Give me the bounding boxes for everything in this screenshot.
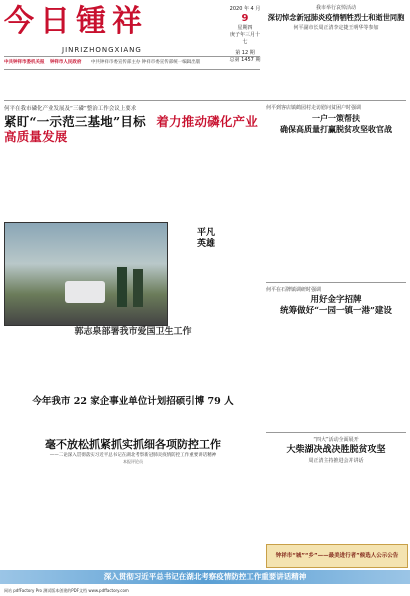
story-guo-body-col3 — [136, 340, 198, 394]
story-epidemic-headline: 毫不放松抓紧抓实抓细各项防控工作 — [45, 438, 221, 451]
publisher-slogan-2: 钟祥市人民政府 — [49, 60, 82, 65]
right-bottom-body-col1 — [266, 466, 332, 540]
newspaper-masthead: 今日锺祥 — [4, 4, 148, 39]
story-epidemic-body-col4 — [202, 470, 262, 566]
main-story — [4, 104, 262, 144]
right-mid-headline-2: 确保高质量打赢脱贫攻坚收官战 — [280, 124, 392, 134]
story-epidemic-body-col1 — [4, 470, 66, 566]
right-mid-kicker: 何平到客店镇鹤园村走访慰问贫困户时强调 — [266, 105, 362, 111]
story-jobs-body-col3 — [136, 412, 198, 436]
section-divider — [4, 100, 406, 101]
story-epidemic-body-col3 — [136, 470, 198, 566]
right-bottom-story — [266, 436, 406, 464]
story-guo-body-col1 — [4, 340, 66, 394]
right-lower-kicker: 何平在石牌镇调研时强调 — [266, 287, 322, 293]
announcement-text: 钟祥市“城”“乡”——最美进行者”候选人公示公告 — [275, 553, 399, 559]
masthead-sub-bar — [4, 56, 260, 70]
right-top-body — [266, 34, 406, 74]
story-jobs-body-col1 — [4, 412, 66, 436]
right-bottom-divider — [266, 432, 406, 433]
main-story-body-col1 — [4, 140, 66, 220]
bottom-banner: 深入贯彻习近平总书记在湖北考察疫情防控工作重要讲话精神 — [0, 570, 410, 584]
calligraphy-line-2: 英雄 — [196, 239, 215, 249]
main-story-kicker: 何平在我市磷化产业发展及“三磷”整治工作会议上要求 — [4, 106, 137, 112]
photo-officer-shape — [117, 267, 127, 307]
right-lower-headline-2: 统筹做好“一园一镇一港”建设 — [280, 306, 392, 316]
main-headline-red: 着力推动磷化产业高质量发展 — [4, 114, 258, 144]
date-year-month: 2020 年 4 月 — [229, 6, 261, 12]
calligraphy-title — [186, 228, 226, 272]
publisher-line: 中共钟祥市委宣传部主办 钟祥市委宣传部统一编辑出版 — [90, 60, 201, 65]
right-mid-body-col2 — [338, 136, 406, 276]
right-mid-headline-1: 一户一策帮扶 — [312, 113, 360, 123]
right-lower-body-col2 — [338, 318, 406, 428]
calligraphy-body — [170, 272, 262, 322]
right-mid-body-col1 — [266, 136, 332, 276]
date-lunar: 庚子年三月十七 — [229, 32, 260, 45]
right-top-story — [266, 4, 406, 74]
story-jobs-body-col4 — [202, 412, 262, 436]
story-epidemic-body-col2 — [70, 470, 132, 566]
story-guo-headline: 郭志泉部署我市爱国卫生工作 — [74, 327, 192, 337]
date-day: 9 — [241, 13, 249, 24]
right-top-headline: 深切悼念新冠肺炎疫情牺牲烈士和逝世同胞 — [267, 13, 405, 22]
right-mid-story — [266, 104, 406, 135]
main-story-body-col3 — [136, 140, 198, 220]
story-guo-body-col4 — [202, 340, 262, 394]
main-story-body-col2 — [70, 140, 132, 220]
story-jobs — [4, 396, 262, 408]
story-jobs-body-col2 — [70, 412, 132, 436]
story-epidemic-byline: 本报评论员 — [123, 459, 143, 464]
main-story-body-col4 — [202, 140, 262, 220]
right-bottom-headline: 大柴湖决战决胜脱贫攻坚 — [286, 445, 386, 455]
story-guo-body-col2 — [70, 340, 132, 394]
right-lower-headline-1: 用好金字招牌 — [310, 295, 362, 305]
checkpoint-photo — [4, 222, 168, 326]
photo-car-shape — [65, 281, 105, 303]
right-top-kicker: 我市举行哀悼活动 — [315, 5, 356, 11]
right-top-subhead: 何平副市长周正清李定捷王明华等参加 — [293, 25, 379, 31]
main-headline-black: 紧盯“一示范三基地”目标 — [4, 114, 146, 129]
date-weekday: 星期四 — [237, 25, 253, 31]
photo-officer-shape-2 — [133, 269, 143, 307]
right-lower-body-col1 — [266, 318, 332, 428]
right-bottom-subhead: 周正清主持推进会并讲话 — [308, 458, 364, 464]
issue-total: 总第 1457 期 — [229, 57, 261, 63]
right-divider — [266, 282, 406, 283]
right-bottom-body-col2 — [338, 466, 406, 540]
right-bottom-kicker: “四大”活动全面展开 — [313, 437, 359, 443]
story-epidemic-subhead: ——二论深入贯彻落实习近平总书记在湖北考察新冠肺炎疫情防控工作重要讲话精神 — [49, 453, 217, 458]
story-epidemic — [4, 438, 262, 465]
masthead-pinyin: JINRIZHONGXIANG — [62, 46, 142, 54]
publisher-slogan: 中共钟祥市委机关报 — [4, 60, 45, 65]
right-lower-story — [266, 286, 406, 317]
pdf-footer: 网站 pdfFactory Pro 测试版本创建的PDF文档 www.pdffactory.com — [4, 588, 129, 593]
issue-number: 第 12 期 — [235, 50, 255, 56]
story-jobs-headline: 今年我市 22 家企事业单位计划招硕引博 79 人 — [32, 396, 234, 407]
story-guo — [4, 326, 262, 338]
calligraphy-line-1: 平凡 — [196, 228, 215, 238]
announcement-box — [266, 544, 408, 568]
